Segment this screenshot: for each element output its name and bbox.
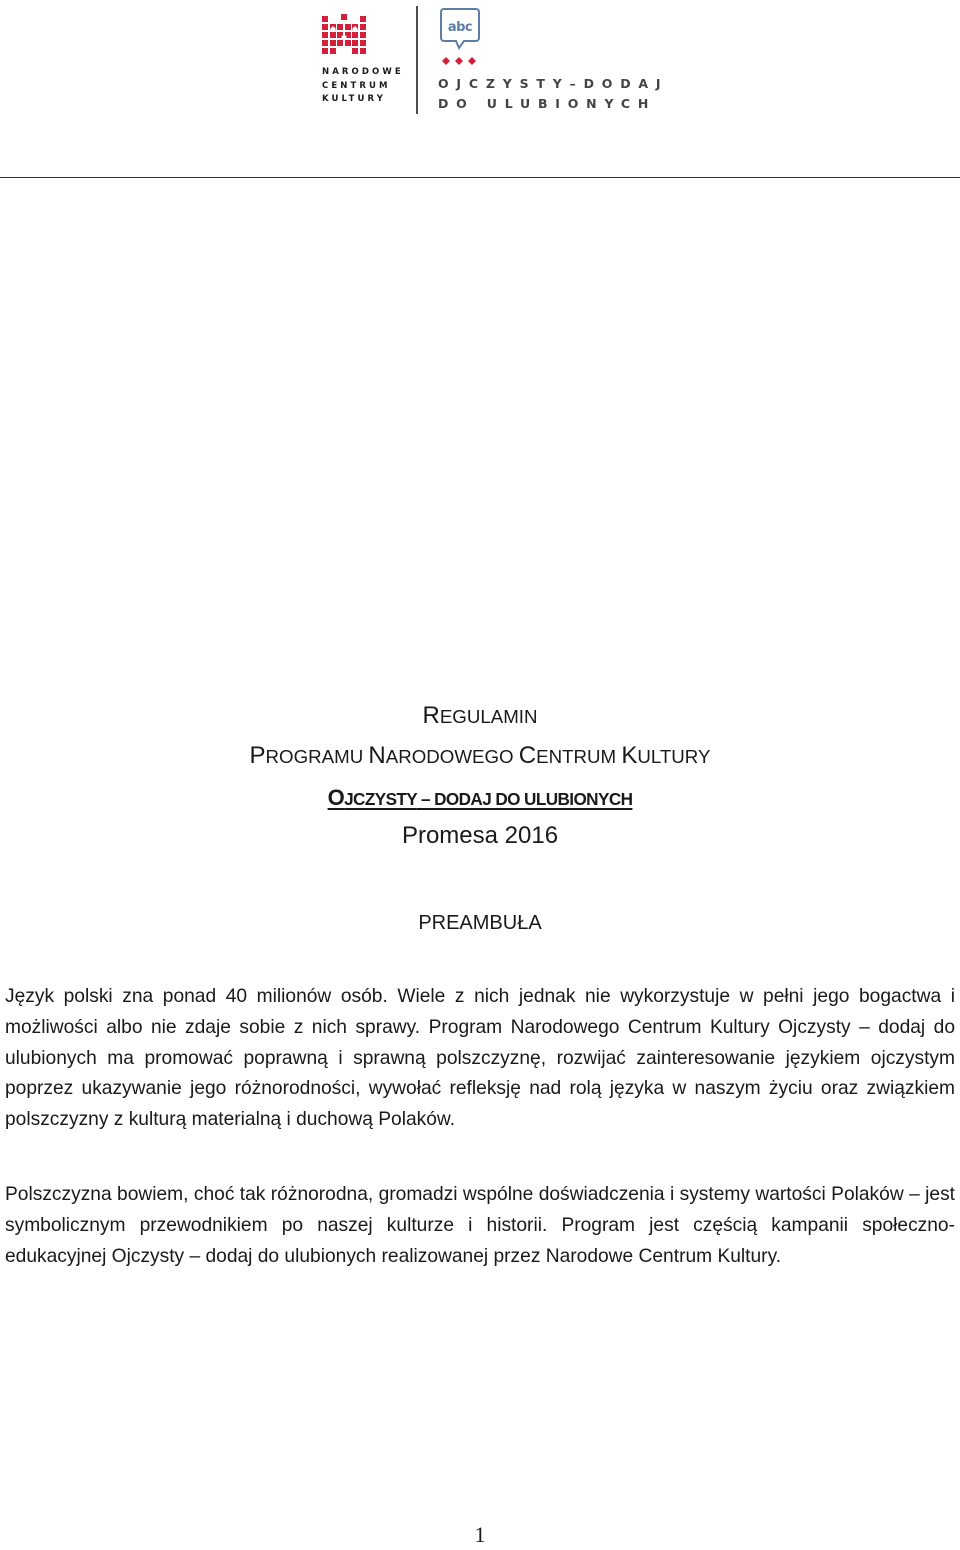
title-regulamin: REGULAMIN: [422, 702, 538, 729]
preamble-paragraph-2: Polszczyzna bowiem, choć tak różnorodna, gromadzi wspólne doświadczenia i systemy wartości Polaków – jest symbolicznym przewodnikiem po naszej kulturze i historii. Program jest częścią kampanii społeczno-edukacyjnej Ojczysty – dodaj do ulubionych realizowanej przez Narodowe Centrum Kultury.: [5, 1184, 955, 1267]
preamble-paragraph-1: Język polski zna ponad 40 milionów osób. Wiele z nich jednak nie wykorzystuje w pełni jego bogactwa i możliwości albo nie zdaje sobie z nich sprawy. Program Narodowego Centrum Kultury Ojczysty – dodaj do ulubionych ma promować poprawną i sprawną polszczyznę, rozwijać zainteresowanie językiem ojczystym poprzez ukazywanie jego różnorodności, wywołać refleksję nad rolą języka w naszym życiu oraz związkiem polszczyzny z kulturą materialną i duchową Polaków.: [5, 986, 955, 1131]
ncklogo-line: CENTRUM: [322, 80, 391, 91]
title-program: PROGRAMU NARODOWEGO CENTRUM KULTURY: [249, 742, 711, 769]
ncklogo-line: KULTURY: [322, 94, 386, 104]
speech-bubble-icon: [440, 8, 480, 52]
title-campaign-name: OJCZYSTY – DODAJ DO ULUBIONYCH: [327, 785, 633, 810]
speech-bubble-text: abc: [447, 20, 473, 35]
ojczysty-logo-text: [438, 74, 668, 114]
ojczysty-logo-line: OJCZYSTY–DODAJ: [438, 76, 669, 91]
ncklogo: [322, 14, 402, 110]
red-diamonds-icon: [440, 56, 480, 66]
logo-divider: [416, 6, 418, 114]
preamble-heading: PREAMBUŁA: [418, 912, 542, 934]
ojczysty-logo: [436, 8, 669, 111]
ncklogo-line: NARODOWE: [322, 67, 404, 77]
ncklogo-crown-icon: [322, 14, 366, 60]
title-promesa: Promesa 2016: [401, 822, 559, 849]
page-number: 1: [474, 1522, 486, 1547]
ncklogo-text: [322, 66, 402, 107]
ojczysty-logo-line: DO ULUBIONYCH: [438, 96, 657, 111]
document-title: [0, 698, 960, 854]
header-divider: [0, 177, 960, 178]
